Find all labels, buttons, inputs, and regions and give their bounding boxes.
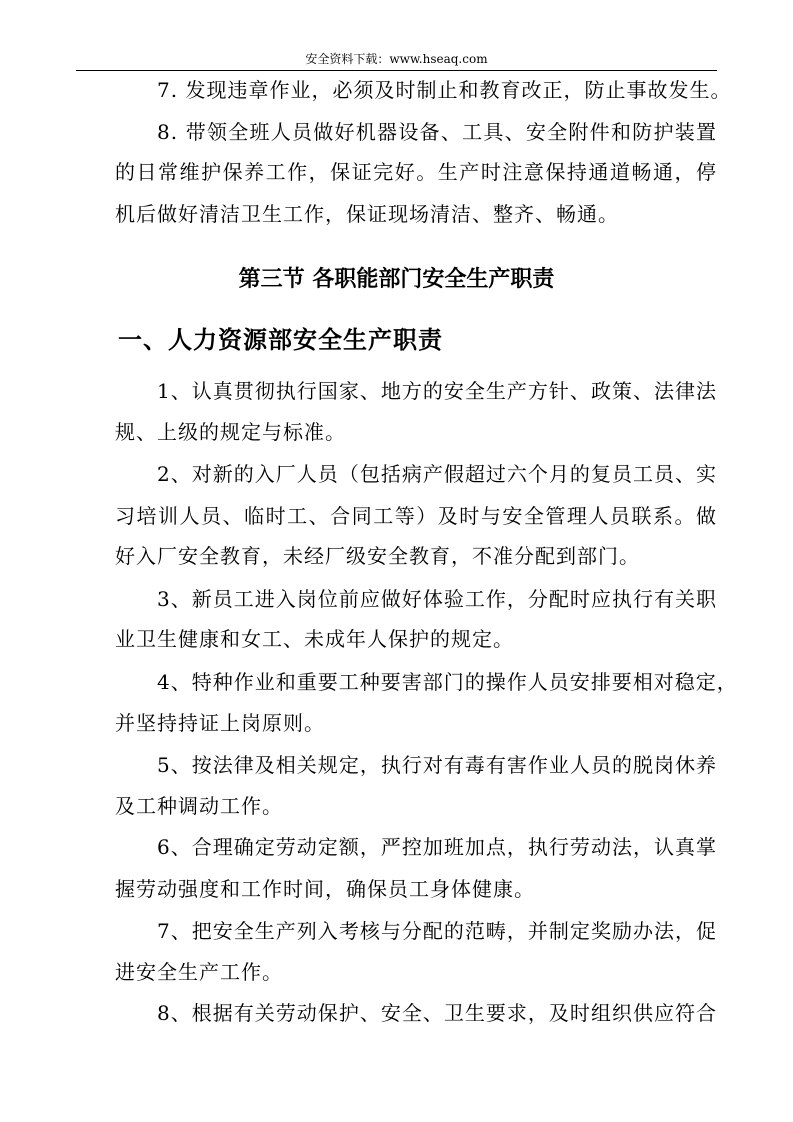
- paragraph-line: 8. 带领全班人员做好机器设备、工具、安全附件和防护装置: [157, 120, 717, 144]
- paragraph-line: 握劳动强度和工作时间，确保员工身体健康。: [115, 877, 535, 901]
- paragraph-line: 1、认真贯彻执行国家、地方的安全生产方针、政策、法律法: [157, 379, 717, 403]
- paragraph-line: 7、把安全生产列入考核与分配的范畴，并制定奖励办法，促: [157, 919, 717, 943]
- paragraph-line: 4、特种作业和重要工种要害部门的操作人员安排要相对稳定，: [157, 670, 738, 694]
- paragraph-line: 2、对新的入厂人员（包括病产假超过六个月的复员工员、实: [157, 462, 717, 486]
- paragraph-line: 好入厂安全教育，未经厂级安全教育，不准分配到部门。: [115, 544, 640, 568]
- paragraph-line: 5、按法律及相关规定，执行对有毒有害作业人员的脱岗休养: [157, 753, 717, 777]
- header-divider: [76, 70, 717, 71]
- paragraph-line: 6、合理确定劳动定额，严控加班加点，执行劳动法，认真掌: [157, 835, 717, 859]
- paragraph-line: 业卫生健康和女工、未成年人保护的规定。: [115, 627, 514, 651]
- section-title: 第三节 各职能部门安全生产职责: [238, 266, 555, 292]
- paragraph-line: 机后做好清洁卫生工作，保证现场清洁、整齐、畅通。: [115, 202, 619, 226]
- paragraph-line: 并坚持持证上岗原则。: [115, 711, 325, 735]
- subsection-heading: 一、人力资源部安全生产职责: [118, 325, 443, 354]
- paragraph-line: 及工种调动工作。: [115, 794, 283, 818]
- paragraph-line: 3、新员工进入岗位前应做好体验工作，分配时应执行有关职: [157, 587, 717, 611]
- page-header: 安全资料下载：www.hseaq.com: [305, 52, 488, 66]
- paragraph-line: 8、根据有关劳动保护、安全、卫生要求，及时组织供应符合: [157, 1001, 717, 1025]
- paragraph-line: 的日常维护保养工作，保证完好。生产时注意保持通道畅通，停: [115, 160, 717, 184]
- paragraph-line: 习培训人员、临时工、合同工等）及时与安全管理人员联系。做: [115, 504, 717, 528]
- paragraph-line: 7. 发现违章作业，必须及时制止和教育改正，防止事故发生。: [157, 78, 732, 102]
- paragraph-line: 进安全生产工作。: [115, 960, 283, 984]
- paragraph-line: 规、上级的规定与标准。: [115, 420, 346, 444]
